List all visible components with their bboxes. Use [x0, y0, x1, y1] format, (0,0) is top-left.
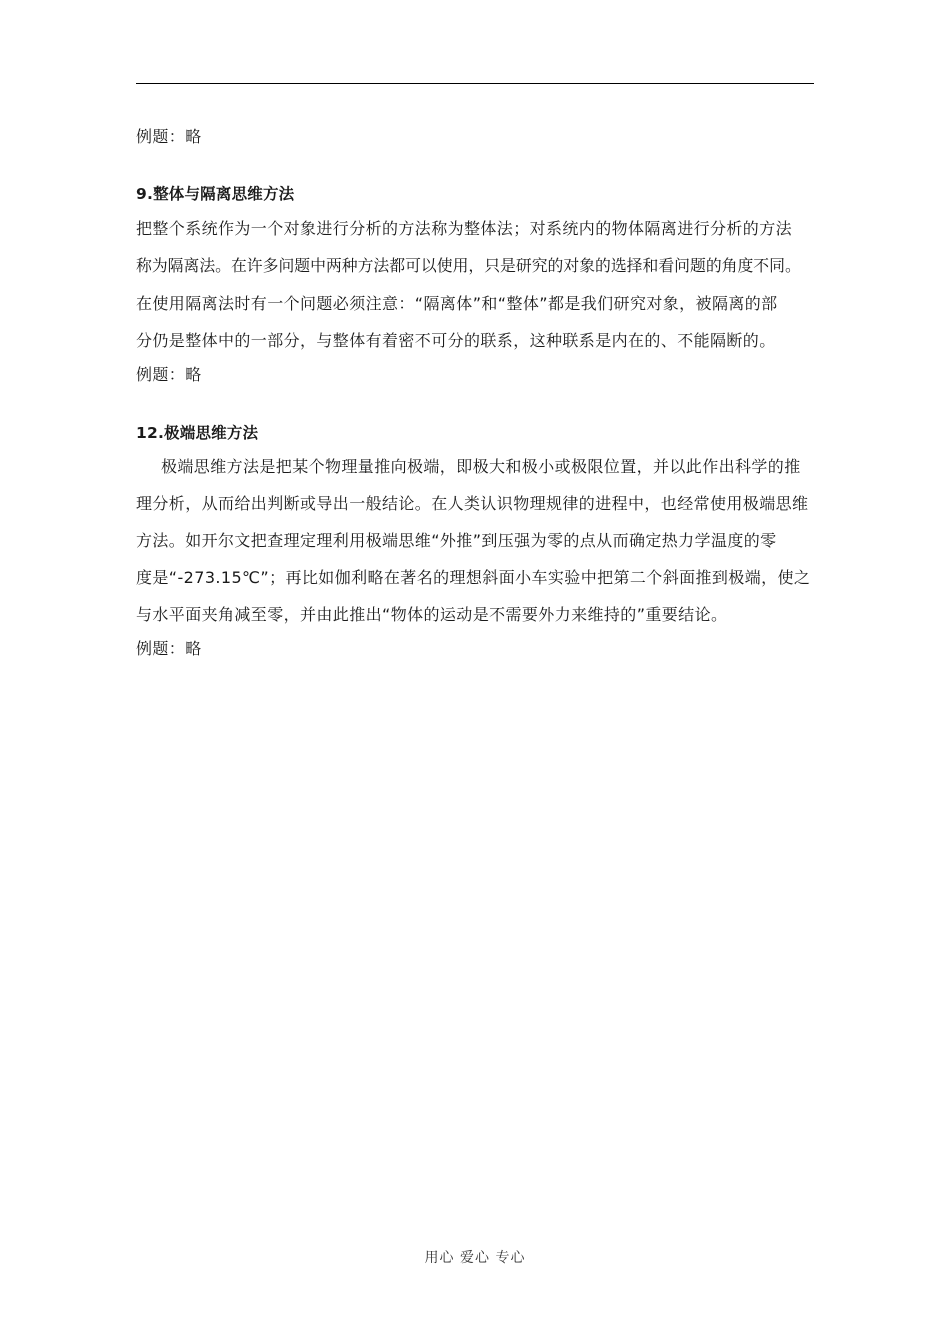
section-12-line-3: 方法。如开尔文把查理定理利用极端思维“外推”到压强为零的点从而确定热力学温度的零	[136, 531, 777, 550]
section-12-line-1: 极端思维方法是把某个物理量推向极端，即极大和极小或极限位置，并以此作出科学的推	[161, 457, 801, 476]
section-12-line-2: 理分析，从而给出判断或导出一般结论。在人类认识物理规律的进程中，也经常使用极端思维	[136, 494, 809, 513]
section-9-example: 例题：略	[136, 365, 202, 384]
page-footer: 用心 爱心 专心	[424, 1250, 526, 1266]
section-9-line-2: 称为隔离法。在许多问题中两种方法都可以使用，只是研究的对象的选择和看问题的角度不同。	[136, 256, 801, 275]
section-12-heading: 12.极端思维方法	[136, 424, 259, 442]
section-12-line-4: 度是“-273.15℃”；再比如伽利略在著名的理想斜面小车实验中把第二个斜面推到极端，使之	[136, 568, 811, 587]
section-9-line-4: 分仍是整体中的一部分，与整体有着密不可分的联系，这种联系是内在的、不能隔断的。	[136, 331, 776, 350]
section-9-line-1: 把整个系统作为一个对象进行分析的方法称为整体法；对系统内的物体隔离进行分析的方法	[136, 219, 793, 238]
example-label: 例题：略	[136, 127, 202, 146]
section-9-line-3: 在使用隔离法时有一个问题必须注意：“隔离体”和“整体”都是我们研究对象，被隔离的部	[136, 294, 778, 313]
section-12-line-5: 与水平面夹角减至零，并由此推出“物体的运动是不需要外力来维持的”重要结论。	[136, 605, 728, 624]
section-9-heading: 9.整体与隔离思维方法	[136, 185, 295, 203]
header-rule	[136, 83, 814, 84]
section-12-example: 例题：略	[136, 639, 202, 658]
